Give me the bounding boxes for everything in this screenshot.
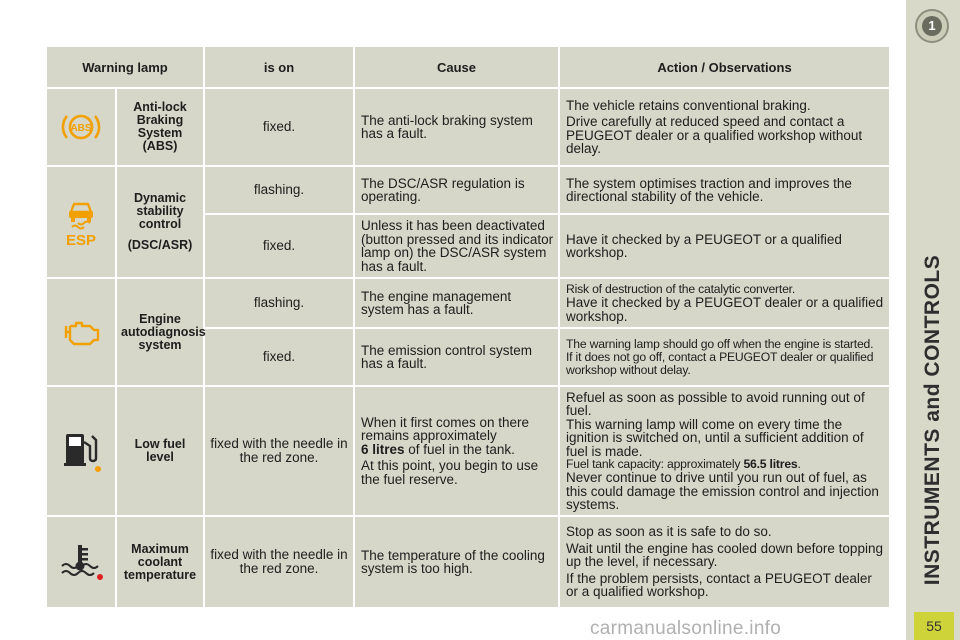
warning-lamp-table: [45, 45, 891, 609]
fuel-action-line: Refuel as soon as possible to avoid running out of fuel.: [566, 389, 865, 418]
coolant-is-on: fixed with the needle in the red zone.: [204, 516, 354, 608]
table-header-row: [46, 46, 890, 88]
coolant-action: [559, 516, 890, 608]
fuel-cause-bold: 6 litres: [361, 441, 405, 457]
fuel-capacity-bold: 56.5 litres: [743, 457, 798, 471]
fuel-cause-tail: of fuel in the tank.: [404, 441, 515, 457]
engine-is-on-flashing: flashing.: [204, 278, 354, 328]
engine-action-line: Have it checked by a PEUGEOT dealer or a qualified workshop.: [566, 295, 884, 324]
engine-action-fixed: [559, 328, 890, 386]
engine-action-line: The warning lamp should go off when the engine is started.: [566, 336, 874, 351]
engine-action-line: Risk of destruction of the catalytic converter.: [566, 282, 796, 296]
dsc-action-fixed: Have it checked by a PEUGEOT or a qualified workshop.: [559, 214, 890, 278]
engine-warning-icon: [60, 316, 102, 348]
page-number: 55: [914, 612, 954, 640]
abs-is-on: fixed.: [204, 88, 354, 166]
abs-action-line: Drive carefully at reduced speed and contact a PEUGEOT dealer or a qualified workshop without delay.: [566, 114, 863, 156]
table-row-dsc-flashing: [46, 166, 890, 214]
abs-action: [559, 88, 890, 166]
table-row-fuel: [46, 386, 890, 516]
fuel-action-line: This warning lamp will come on every time the ignition is switched on, until a sufficient addition of fuel is made.: [566, 416, 864, 459]
engine-icon-cell: [46, 278, 116, 386]
table-row-abs: [46, 88, 890, 166]
dsc-name-line: Dynamic stability control: [133, 191, 187, 231]
dsc-name-line: (DSC/ASR): [127, 238, 193, 252]
engine-action-flashing: [559, 278, 890, 328]
dsc-name: [116, 166, 204, 278]
coolant-action-line: Wait until the engine has cooled down before topping up the level, if necessary.: [566, 540, 883, 570]
esp-label: ESP: [65, 232, 97, 248]
fuel-cause-line: At this point, you begin to use the fuel reserve.: [361, 458, 539, 487]
fuel-name: Low fuel level: [116, 386, 204, 516]
dsc-cause-flashing: The DSC/ASR regulation is operating.: [354, 166, 559, 214]
dsc-action-flashing: The system optimises traction and improves the directional stability of the vehicle.: [559, 166, 890, 214]
engine-action-line: If it does not go off, contact a PEUGEOT dealer or qualified workshop without delay.: [566, 349, 874, 377]
dsc-cause-fixed: Unless it has been deactivated (button pressed and its indicator lamp on) the DSC/ASR system has a fault.: [354, 214, 559, 278]
fuel-capacity-text: Fuel tank capacity: approximately: [566, 457, 744, 471]
fuel-cause: [354, 386, 559, 516]
chapter-title-wrap: [906, 0, 960, 600]
header-warning-lamp: Warning lamp: [46, 46, 204, 88]
header-is-on: is on: [204, 46, 354, 88]
header-action: Action / Observations: [559, 46, 890, 88]
coolant-action-line: Stop as soon as it is safe to do so.: [566, 524, 772, 540]
svg-text:ABS: ABS: [70, 123, 92, 134]
engine-is-on-fixed: fixed.: [204, 328, 354, 386]
dsc-is-on-flashing: flashing.: [204, 166, 354, 214]
abs-cause: The anti-lock braking system has a fault.: [354, 88, 559, 166]
coolant-cause: The temperature of the cooling system is too high.: [354, 516, 559, 608]
fuel-pump-icon: [58, 428, 104, 474]
engine-name: Engine autodiagnosis system: [116, 278, 204, 386]
abs-action-line: The vehicle retains conventional braking.: [566, 97, 811, 113]
fuel-cause-line: [361, 416, 554, 457]
esp-icon-cell: [46, 166, 116, 278]
fuel-icon-cell: [46, 386, 116, 516]
esp-warning-icon: [60, 196, 102, 248]
fuel-cause-text: When it first comes on there remains approximately: [361, 414, 530, 444]
chapter-number: 1: [922, 16, 942, 36]
abs-name: Anti-lock Braking System (ABS): [116, 88, 204, 166]
dsc-is-on-fixed: fixed.: [204, 214, 354, 278]
header-cause: Cause: [354, 46, 559, 88]
abs-icon-cell: [46, 88, 116, 166]
engine-cause-flashing: The engine management system has a fault.: [354, 278, 559, 328]
coolant-temperature-icon: [58, 542, 104, 582]
fuel-action-line: Never continue to drive until you run out of fuel, as this could damage the emission control and injection systems.: [566, 470, 879, 512]
chapter-title: INSTRUMENTS and CONTROLS: [921, 254, 944, 586]
abs-warning-icon: [61, 110, 101, 144]
fuel-is-on: fixed with the needle in the red zone.: [204, 386, 354, 516]
table-row-engine-flashing: [46, 278, 890, 328]
fuel-capacity-tail: .: [797, 457, 801, 471]
coolant-icon-cell: [46, 516, 116, 608]
watermark: carmanualsonline.info: [590, 618, 782, 639]
fuel-action: [559, 386, 890, 516]
table-row-coolant: [46, 516, 890, 608]
coolant-name: Maximum coolant temperature: [116, 516, 204, 608]
engine-cause-fixed: The emission control system has a fault.: [354, 328, 559, 386]
coolant-action-line: If the problem persists, contact a PEUGEOT dealer or a qualified workshop.: [566, 570, 872, 600]
